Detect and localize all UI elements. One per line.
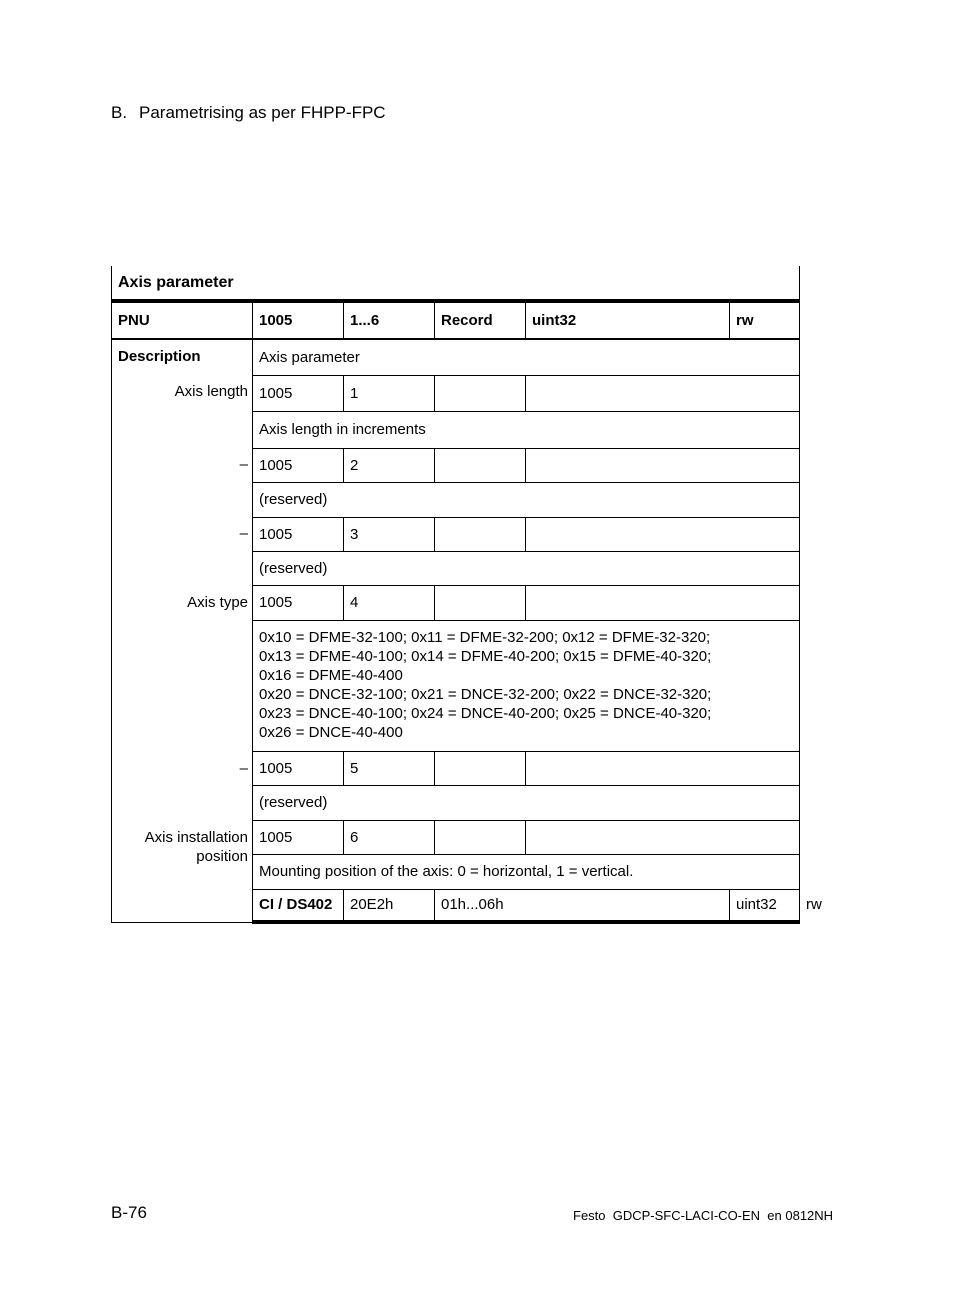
sub-1-empty-b xyxy=(526,375,800,411)
pnu-label: PNU xyxy=(112,301,253,339)
document-id: Festo GDCP-SFC-LACI-CO-EN en 0812NH xyxy=(573,1208,834,1223)
sub-4-empty-b xyxy=(526,585,800,620)
sub-3-index: 3 xyxy=(344,517,435,551)
description-row xyxy=(112,339,800,375)
axis-type-line-6: 0x26 = DNCE-40-400 xyxy=(259,723,403,741)
label-axis-length: Axis length xyxy=(174,383,248,400)
table-title-row xyxy=(112,266,800,301)
pnu-row xyxy=(112,301,800,339)
ci-subindex: 01h...06h xyxy=(435,889,730,922)
pnu-type: uint32 xyxy=(526,301,730,339)
ci-row: CI / DS402 20E2h 01h...06h uint32 rw xyxy=(112,889,800,922)
sub-1-empty-a xyxy=(435,375,526,411)
pnu-access: rw xyxy=(730,301,800,339)
sub-5-empty-a xyxy=(435,751,526,785)
pnu-value: 1005 xyxy=(253,301,344,339)
label-dash-3: – xyxy=(239,525,248,542)
sub-2-text: (reserved) xyxy=(253,482,800,517)
label-dash-2: – xyxy=(239,456,248,473)
label-axis-installation-2: position xyxy=(196,848,248,865)
label-dash-5: – xyxy=(239,760,248,777)
sub-4-index: 4 xyxy=(344,585,435,620)
sub-6-text: Mounting position of the axis: 0 = horizontal, 1 = vertical. xyxy=(253,854,800,889)
table-title: Axis parameter xyxy=(112,266,800,301)
axis-type-line-1: 0x10 = DFME-32-100; 0x11 = DFME-32-200; 0x12 = DFME-32-320; xyxy=(259,628,711,646)
label-axis-installation: Axis installation xyxy=(144,829,248,846)
axis-parameter-table xyxy=(111,266,822,924)
sub-3-pnu: 1005 xyxy=(253,517,344,551)
sub-4-pnu: 1005 xyxy=(253,585,344,620)
section-header xyxy=(111,103,386,123)
section-number: B. xyxy=(111,103,128,122)
sub-5-text: (reserved) xyxy=(253,785,800,820)
sub-5-index: 5 xyxy=(344,751,435,785)
page-number: B-76 xyxy=(111,1203,147,1222)
pnu-class: Record xyxy=(435,301,526,339)
sub-6-empty-a xyxy=(435,820,526,854)
pnu-subindex: 1...6 xyxy=(344,301,435,339)
ci-index: 20E2h xyxy=(344,889,435,922)
sub-1-pnu: 1005 xyxy=(253,375,344,411)
sub-3-text: (reserved) xyxy=(253,551,800,585)
axis-type-line-5: 0x23 = DNCE-40-100; 0x24 = DNCE-40-200; 0x25 = DNCE-40-320; xyxy=(259,704,712,722)
axis-type-line-3: 0x16 = DFME-40-400 xyxy=(259,666,403,684)
description-label: Description xyxy=(118,348,201,365)
sub-2-empty-b xyxy=(526,448,800,482)
sub-5-empty-b xyxy=(526,751,800,785)
sub-1-text: Axis length in increments xyxy=(253,411,800,448)
sub-3-empty-a xyxy=(435,517,526,551)
section-title: Parametrising as per FHPP-FPC xyxy=(139,103,386,122)
label-axis-type: Axis type xyxy=(187,594,248,611)
sub-6-index: 6 xyxy=(344,820,435,854)
sub-4-text xyxy=(253,620,800,751)
axis-type-line-2: 0x13 = DFME-40-100; 0x14 = DFME-40-200; 0x15 = DFME-40-320; xyxy=(259,647,712,665)
sub-6-pnu: 1005 xyxy=(253,820,344,854)
description-text: Axis parameter xyxy=(253,339,800,375)
sub-3-empty-b xyxy=(526,517,800,551)
sub-5-pnu: 1005 xyxy=(253,751,344,785)
sub-1-index: 1 xyxy=(344,375,435,411)
ci-type: uint32 xyxy=(730,889,800,922)
ci-label: CI / DS402 xyxy=(253,889,344,922)
description-label-column xyxy=(112,339,253,922)
axis-type-line-4: 0x20 = DNCE-32-100; 0x21 = DNCE-32-200; 0x22 = DNCE-32-320; xyxy=(259,685,712,703)
sub-2-pnu: 1005 xyxy=(253,448,344,482)
sub-4-empty-a xyxy=(435,585,526,620)
sub-2-index: 2 xyxy=(344,448,435,482)
sub-2-empty-a xyxy=(435,448,526,482)
sub-6-empty-b xyxy=(526,820,800,854)
